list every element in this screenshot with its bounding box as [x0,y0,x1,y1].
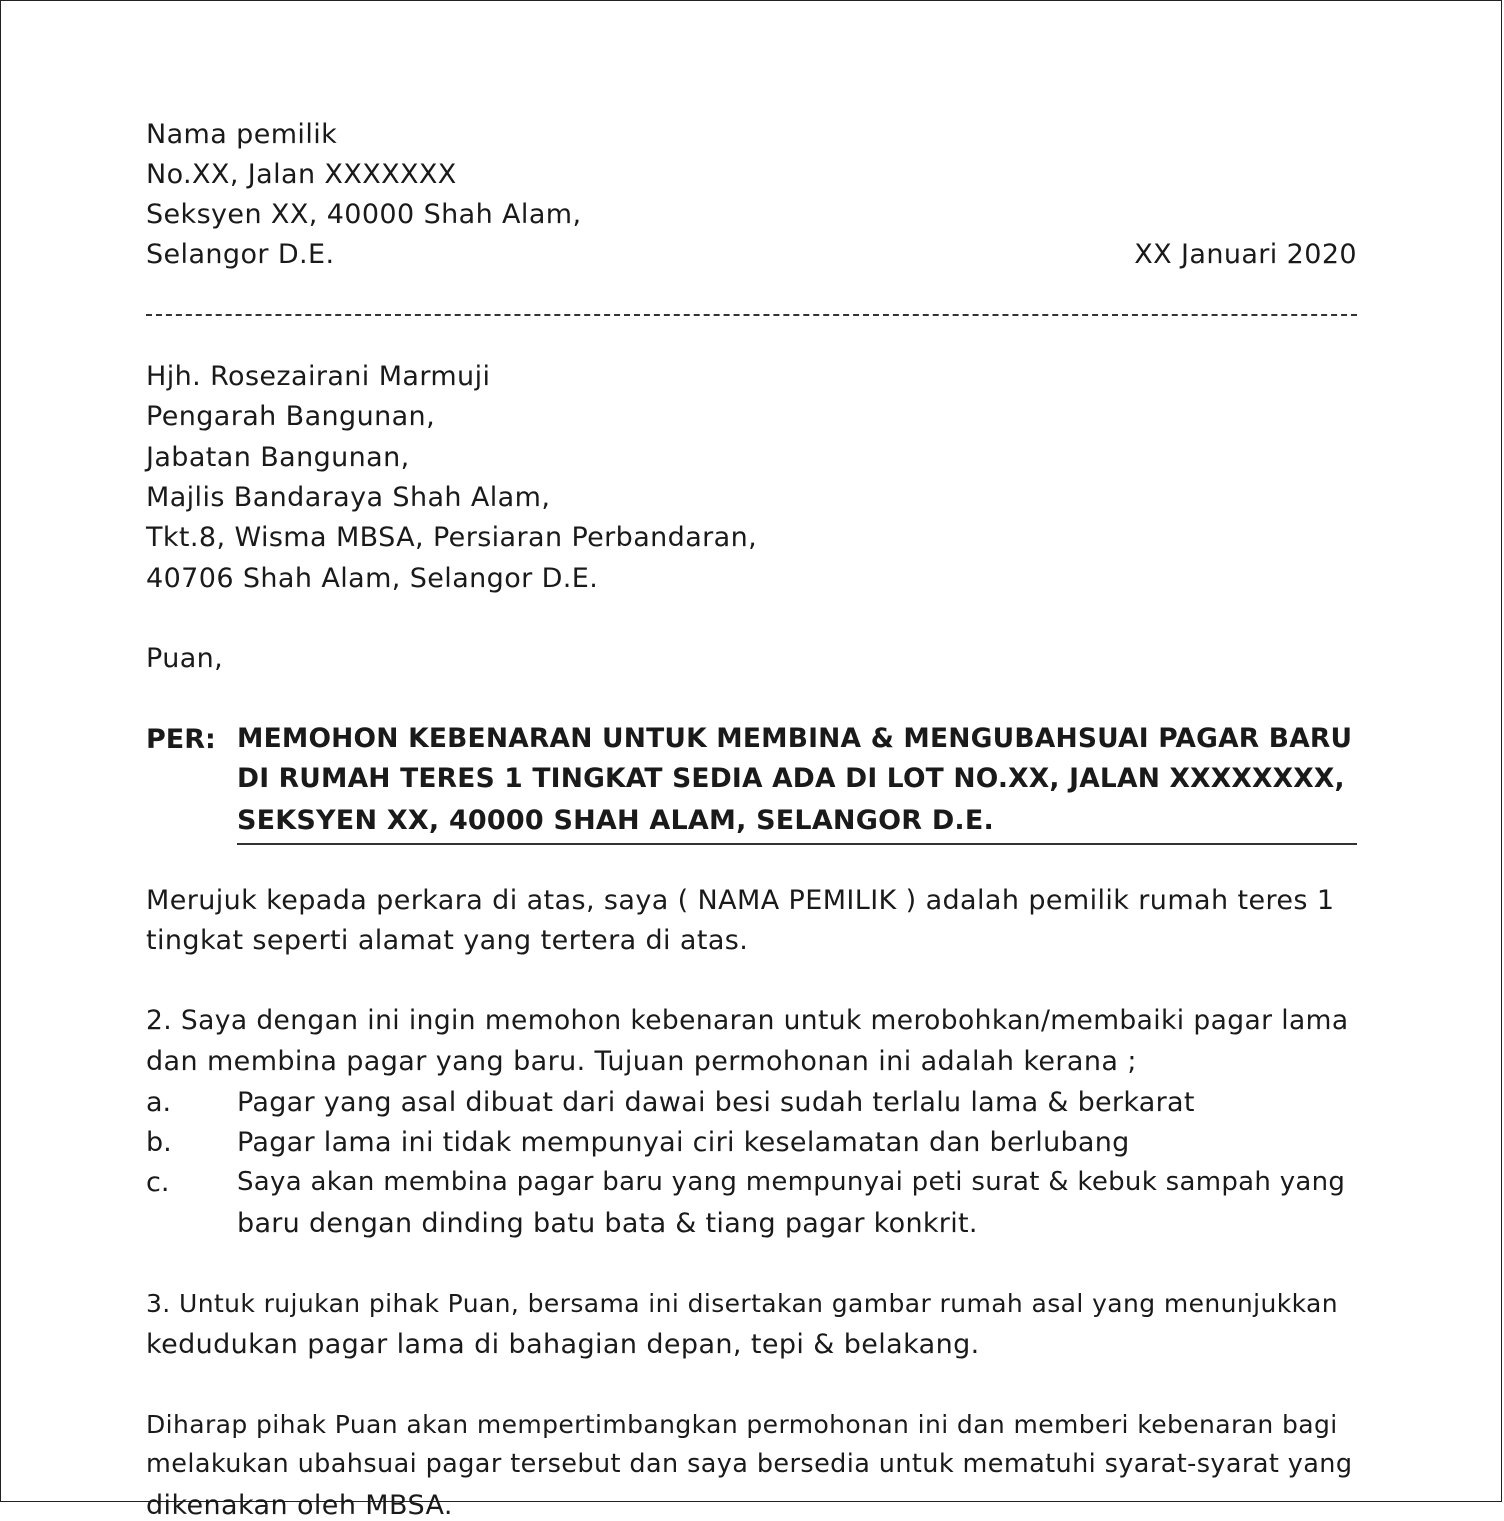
letter-date: XX Januari 2020 [1134,239,1357,270]
header-divider [146,314,1357,316]
subject-underline [237,843,1357,845]
paragraph-4-line-3: dikenakan oleh MBSA. [146,1490,453,1521]
sender-name: Nama pemilik [146,119,338,150]
recipient-address-line-2: 40706 Shah Alam, Selangor D.E. [146,563,599,594]
list-item-c: Saya akan membina pagar baru yang mempunyai peti surat & kebuk sampah yang [237,1167,1346,1197]
sender-address-line-1: No.XX, Jalan XXXXXXX [146,159,457,190]
subject-line-3: SEKSYEN XX, 40000 SHAH ALAM, SELANGOR D.E. [237,805,994,836]
recipient-department: Jabatan Bangunan, [146,442,410,473]
sender-address-line-2: Seksyen XX, 40000 Shah Alam, [146,199,582,230]
subject-line-2: DI RUMAH TERES 1 TINGKAT SEDIA ADA DI LOT NO.XX, JALAN XXXXXXXX, [237,763,1345,794]
recipient-council: Majlis Bandaraya Shah Alam, [146,482,551,513]
list-marker-b: b. [146,1127,172,1158]
list-marker-a: a. [146,1087,172,1118]
subject-label: PER: [146,724,216,755]
subject-line-1: MEMOHON KEBENARAN UNTUK MEMBINA & MENGUBAHSUAI PAGAR BARU [237,723,1353,754]
recipient-title: Pengarah Bangunan, [146,401,436,432]
paragraph-1-line-2: tingkat seperti alamat yang tertera di atas. [146,925,749,956]
recipient-address-line-1: Tkt.8, Wisma MBSA, Persiaran Perbandaran, [146,522,758,553]
list-item-b: Pagar lama ini tidak mempunyai ciri keselamatan dan berlubang [237,1127,1130,1158]
paragraph-4-line-1: Diharap pihak Puan akan mempertimbangkan permohonan ini dan memberi kebenaran bagi [146,1410,1338,1439]
recipient-name: Hjh. Rosezairani Marmuji [146,361,491,392]
paragraph-4-line-2: melakukan ubahsuai pagar tersebut dan saya bersedia untuk mematuhi syarat-syarat yang [146,1449,1353,1479]
paragraph-3-line-1: 3. Untuk rujukan pihak Puan, bersama ini disertakan gambar rumah asal yang menunjukkan [146,1289,1338,1318]
list-marker-c: c. [146,1167,170,1198]
paragraph-1-line-1: Merujuk kepada perkara di atas, saya ( NAMA PEMILIK ) adalah pemilik rumah teres 1 [146,885,1335,916]
list-item-c-continuation: baru dengan dinding batu bata & tiang pagar konkrit. [237,1208,978,1239]
sender-address-line-3: Selangor D.E. [146,239,335,270]
list-item-a: Pagar yang asal dibuat dari dawai besi sudah terlalu lama & berkarat [237,1087,1195,1118]
salutation: Puan, [146,643,224,674]
paragraph-2-line-2: dan membina pagar yang baru. Tujuan permohonan ini adalah kerana ; [146,1046,1137,1077]
paragraph-3-line-2: kedudukan pagar lama di bahagian depan, tepi & belakang. [146,1329,980,1360]
paragraph-2-line-1: 2. Saya dengan ini ingin memohon kebenaran untuk merobohkan/membaiki pagar lama [146,1005,1349,1036]
